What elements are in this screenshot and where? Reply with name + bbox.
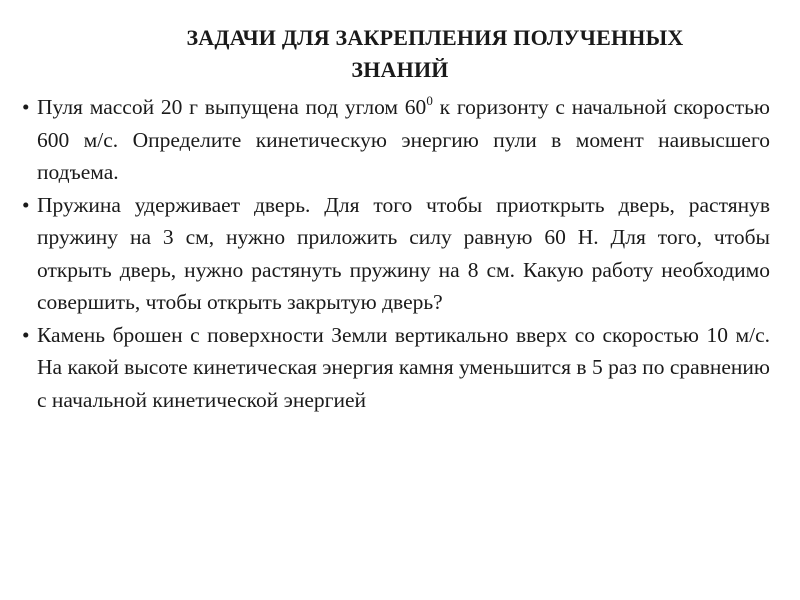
task-1-superscript: 0 — [426, 93, 433, 108]
task-item-3 — [22, 319, 770, 417]
task-1-text-end: к горизонту с начальной скоростью 600 м/с. Определите кинетическую энергию пули в момент наивысшего подъема. — [37, 95, 770, 184]
task-2-text: Пружина удерживает дверь. Для того чтобы приоткрыть дверь, растянув пружину на 3 см, нужно приложить силу равную 60 Н. Для того, чтобы открыть дверь, нужно растянуть пружину на 8 см. Какую работу необходимо совершить, чтобы открыть закрытую дверь? — [37, 192, 770, 314]
task-list — [22, 91, 770, 416]
bullet-icon: • — [22, 95, 30, 119]
task-3-text: Камень брошен с поверхности Земли вертикально вверх со скоростью 10 м/с. На какой высоте кинетическая энергия камня уменьшится в 5 раз по сравнению с начальной кинетической энергией — [37, 322, 770, 412]
task-1-text-start: Пуля массой 20 г выпущена под углом 60 — [37, 95, 427, 119]
bullet-icon: • — [22, 192, 30, 217]
task-item-2 — [22, 189, 770, 319]
task-item-1 — [22, 91, 770, 189]
slide-title-line-2: ЗНАНИЙ — [351, 57, 449, 82]
bullet-icon: • — [22, 322, 30, 347]
slide-title — [30, 22, 770, 86]
slide-title-line-1: ЗАДАЧИ ДЛЯ ЗАКРЕПЛЕНИЯ ПОЛУЧЕННЫХ — [186, 25, 684, 50]
